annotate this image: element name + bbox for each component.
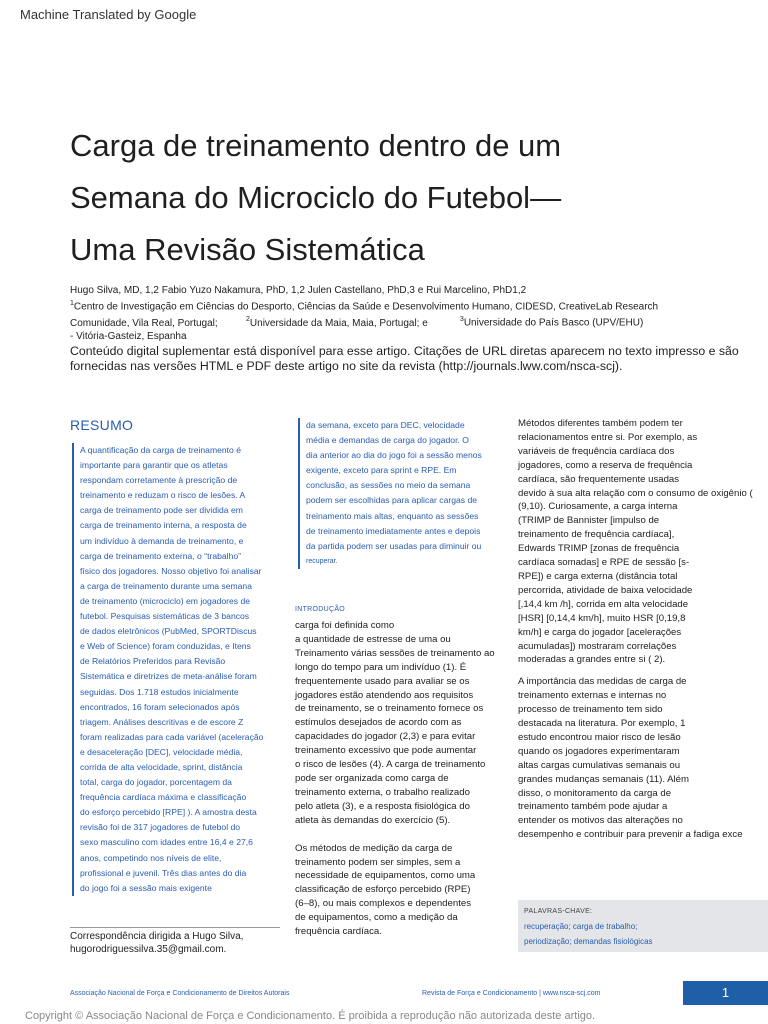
- keywords-line: recuperação; carga de trabalho;: [524, 922, 638, 931]
- intro-line: (6–8), ou mais complexos e dependentes: [295, 898, 471, 910]
- abstract-line: respondam corretamente à prescrição de: [80, 475, 238, 486]
- abstract-line: carga de treinamento externa, o “trabalho”: [80, 550, 241, 561]
- body-line: quando os jogadores experimentaram: [518, 745, 680, 757]
- abstract-line: exigente, exceto para sprint e RPE. Em: [306, 465, 457, 476]
- author-list: Hugo Silva, MD, 1,2 Fabio Yuzo Nakamura, PhD, 1,2 Julen Castellano, PhD,3 e Rui Marcelino, PhD1,2: [70, 285, 527, 296]
- body-paragraph-2: [518, 675, 768, 842]
- intro-line: de treinamento, se o treinamento fornece os: [295, 703, 484, 715]
- abstract-line: carga de treinamento pode ser dividida em: [80, 505, 243, 516]
- abstract-line: carga de treinamento interna, a resposta de: [80, 520, 247, 531]
- intro-line: estímulos desejados de acordo com as: [295, 717, 462, 729]
- intro-line: carga foi definida como: [295, 620, 395, 631]
- abstract-line: da semana, exceto para DEC, velocidade: [306, 420, 465, 430]
- body-line: moderadas a grandes entre si ( 2).: [518, 654, 666, 666]
- body-line: destacada na literatura. Por exemplo, 1: [518, 718, 686, 730]
- affiliation-1: $^1$Centro de Investigação em Ciências do Desporto, Ciências da Saúde e Desenvolvimento Humano, CIDESD, CreativeLab Research: [70, 300, 659, 313]
- body-line: RPE]) e carga externa (distância total: [518, 570, 678, 582]
- abstract-line: conclusão, as sessões no meio da semana: [306, 480, 471, 491]
- body-line: A importância das medidas de carga de: [518, 676, 687, 688]
- abstract-line: frequência cardíaca máxima e classificação: [80, 792, 247, 803]
- abstract-line: corrida de alta velocidade, sprint, distância: [80, 761, 243, 772]
- body-line: Edwards TRIMP [zonas de frequência: [518, 543, 680, 555]
- abstract-line: um indivíduo à demanda de treinamento, e: [80, 535, 244, 546]
- abstract-line: podem ser escolhidas para aplicar cargas de: [306, 495, 478, 506]
- supplemental-notice: Conteúdo digital suplementar está disponível para esse artigo. Citações de URL diretas aparecem no texto impresso e são fornecidas nas versões HTML e PDF deste artigo no site da revista (http://journals.lww.com/nsca-scj).: [70, 344, 739, 373]
- body-line: treinamento de frequência cardíaca],: [518, 529, 675, 541]
- abstract-line: do esforço percebido [RPE] ). A amostra desta: [80, 807, 257, 818]
- abstract-line: seguidas. Dos 1.718 estudos inicialmente: [80, 686, 239, 697]
- abstract-line: sexo masculino com idades entre 16,4 e 27,6: [80, 837, 253, 848]
- page-number: 1: [683, 981, 768, 1005]
- intro-line: jogadores estão atendendo aos requisitos: [295, 689, 474, 701]
- abstract-line: de treinamento (microciclo) em jogadores de: [80, 595, 251, 606]
- keywords-heading: PALAVRAS-CHAVE:: [524, 908, 593, 915]
- body-line: disso, o monitoramento da carga de: [518, 787, 672, 799]
- intro-line: a quantidade de estresse de uma ou: [295, 633, 451, 645]
- affiliation-2: Comunidade, Vila Real, Portugal; $^2$Universidade da Maia, Maia, Portugal; e $^3$Universidade do País Basco (UPV/EHU): [70, 316, 644, 329]
- intro-line: atleta às demandas do exercício (5).: [295, 814, 451, 826]
- intro-line: pelo atleta (3), e a resposta fisiológica do: [295, 800, 470, 812]
- abstract-line: média e demandas de carga do jogador. O: [306, 435, 469, 446]
- keywords-line: periodização; demandas fisiológicas: [524, 937, 653, 946]
- body-line: km/h] e carga do jogador [acelerações: [518, 626, 682, 638]
- intro-line: treinamento podem ser simples, sem a: [295, 856, 461, 868]
- intro-line: frequentemente usado para avaliar se os: [295, 675, 470, 687]
- abstract-line: da partida podem ser usadas para diminuir ou: [306, 540, 482, 551]
- intro-line: classificação de esforço percebido (RPE): [295, 884, 471, 896]
- body-paragraph-1: [518, 417, 768, 667]
- abstract-line: físico dos jogadores. Nosso objetivo foi analisar: [80, 565, 262, 576]
- abstract-column-2: [298, 418, 506, 569]
- keywords-box: [518, 900, 768, 952]
- abstract-line: anos, competindo nos níveis de elite,: [80, 852, 222, 863]
- body-line: percorrida, atividade de baixa velocidade: [518, 584, 693, 596]
- intro-line: capacidades do jogador (2,3) e para evitar: [295, 731, 476, 743]
- abstract-line: revisão foi de 317 jogadores de futebol do: [80, 822, 241, 833]
- intro-body: [295, 619, 500, 951]
- abstract-heading: RESUMO: [70, 417, 134, 433]
- body-column-3: [518, 417, 768, 850]
- abstract-line: de treinamento imediatamente antes e depois: [306, 525, 481, 536]
- body-line: cardíaca somadas] e RPE de sessão [s-: [518, 557, 690, 569]
- body-line: desempenho e contribuir para prevenir a fadiga exce: [518, 829, 743, 841]
- intro-line: Treinamento várias sessões de treinamento ao: [295, 647, 495, 659]
- body-line: entender os motivos das alterações no: [518, 815, 683, 827]
- abstract-line: A quantificação da carga de treinamento é: [80, 445, 242, 455]
- intro-line: longo do tempo para um indivíduo (1). É: [295, 661, 467, 673]
- intro-line: Os métodos de medição da carga de: [295, 842, 453, 854]
- copyright-notice: Copyright © Associação Nacional de Força e Condicionamento. É proibida a reprodução não autorizada deste artigo.: [25, 1010, 596, 1022]
- intro-line: de equipamentos, como a medição da frequência cardíaca.: [295, 912, 458, 938]
- intro-paragraph-1: [295, 619, 500, 828]
- body-line: Métodos diferentes também podem ter: [518, 418, 683, 429]
- author-block: [70, 284, 690, 343]
- abstract-line: a carga de treinamento durante uma semana: [80, 580, 252, 591]
- abstract-line: dia anterior ao dia do jogo foi a sessão menos: [306, 450, 482, 461]
- abstract-line: futebol. Pesquisas sistemáticas de 3 bancos: [80, 611, 250, 622]
- intro-line: treinamento externa, o trabalho realizado: [295, 786, 470, 798]
- affiliation-3: - Vitória-Gasteiz, Espanha: [70, 330, 187, 342]
- footer-copyright-holder: Associação Nacional de Força e Condicionamento de Direitos Autorais: [70, 990, 290, 997]
- abstract-line: total, carga do jogador, porcentagem da: [80, 777, 232, 788]
- abstract-line: Sistemática e diretrizes de meta-análise foram: [80, 671, 257, 682]
- abstract-column-1: [72, 443, 290, 896]
- intro-line: pode ser organizada como carga de: [295, 772, 449, 784]
- body-line: acumuladas]) mostraram correlações: [518, 640, 677, 652]
- abstract-line: de Relatórios Preferidos para Revisão: [80, 656, 226, 667]
- body-line: estudo encontrou maior risco de lesão: [518, 731, 681, 743]
- body-line: relacionamentos entre si. Por exemplo, as: [518, 431, 698, 443]
- title-line: Semana do Microciclo do Futebol—: [70, 180, 562, 215]
- body-line: treinamento externas e internas no: [518, 690, 667, 702]
- abstract-line: e Web of Science) foram conduzidas, e Itens: [80, 641, 251, 652]
- body-line: (9,10). Curiosamente, a carga interna: [518, 501, 678, 513]
- body-line: (TRIMP de Bannister [impulso de: [518, 515, 660, 527]
- body-line: [HSR] [0,14,4 km/h], muito HSR [0,19,8: [518, 612, 686, 624]
- abstract-line: profissional e juvenil. Três dias antes do dia: [80, 867, 247, 878]
- body-line: jogadores, como a reserva de frequência: [518, 459, 693, 471]
- body-line: cardíaca, são frequentemente usadas: [518, 473, 680, 485]
- abstract-line: encontrados, 16 foram selecionados após: [80, 701, 240, 712]
- body-line: variáveis de frequência cardíaca dos: [518, 445, 675, 457]
- correspondence: [70, 927, 280, 956]
- body-line: devido à sua alta relação com o consumo de oxigênio (: [518, 487, 753, 499]
- abstract-line: do jogo foi a sessão mais exigente: [80, 882, 212, 893]
- body-line: treinamento também pode ajudar a: [518, 801, 668, 813]
- title-line: Carga de treinamento dentro de um: [70, 128, 562, 163]
- abstract-line: treinamento e reduzam o risco de lesões. A: [80, 490, 246, 501]
- abstract-line: importante para garantir que os atletas: [80, 460, 228, 471]
- abstract-line: e desaceleração [DEC], velocidade média,: [80, 746, 243, 757]
- intro-heading: INTRODUÇÃO: [295, 606, 346, 613]
- article-title: [70, 120, 670, 276]
- intro-paragraph-2: [295, 842, 500, 939]
- body-line: processo de treinamento tem sido: [518, 704, 663, 716]
- body-line: [,14,4 km /h], corrida em alta velocidade: [518, 598, 689, 610]
- correspondence-line: Correspondência dirigida a Hugo Silva,: [70, 931, 244, 942]
- correspondence-email: hugorodriguessilva.35@gmail.com.: [70, 944, 227, 955]
- body-line: grandes mudanças semanais (11). Além: [518, 773, 689, 785]
- abstract-line: foram realizadas para cada variável (aceleração: [80, 731, 264, 742]
- title-line: Uma Revisão Sistemática: [70, 232, 425, 267]
- intro-line: treinamento excessivo que pode aumentar: [295, 745, 477, 757]
- abstract-line: triagem. Análises descritivas e de escore Z: [80, 716, 244, 727]
- body-line: altas cargas cumulativas semanais ou: [518, 759, 681, 771]
- footer-journal: Revista de Força e Condicionamento | www.nsca-scj.com: [422, 990, 601, 997]
- intro-line: o risco de lesões (4). A carga de treinamento: [295, 759, 486, 771]
- abstract-line: treinamento mais altas, enquanto as sessões: [306, 510, 479, 521]
- abstract-line: de dados eletrônicos (PubMed, SPORTDiscus: [80, 626, 257, 637]
- abstract-last-line: recuperar.: [306, 557, 338, 565]
- machine-translated-banner: Machine Translated by Google: [20, 7, 197, 22]
- intro-line: necessidade de equipamentos, como uma: [295, 870, 476, 882]
